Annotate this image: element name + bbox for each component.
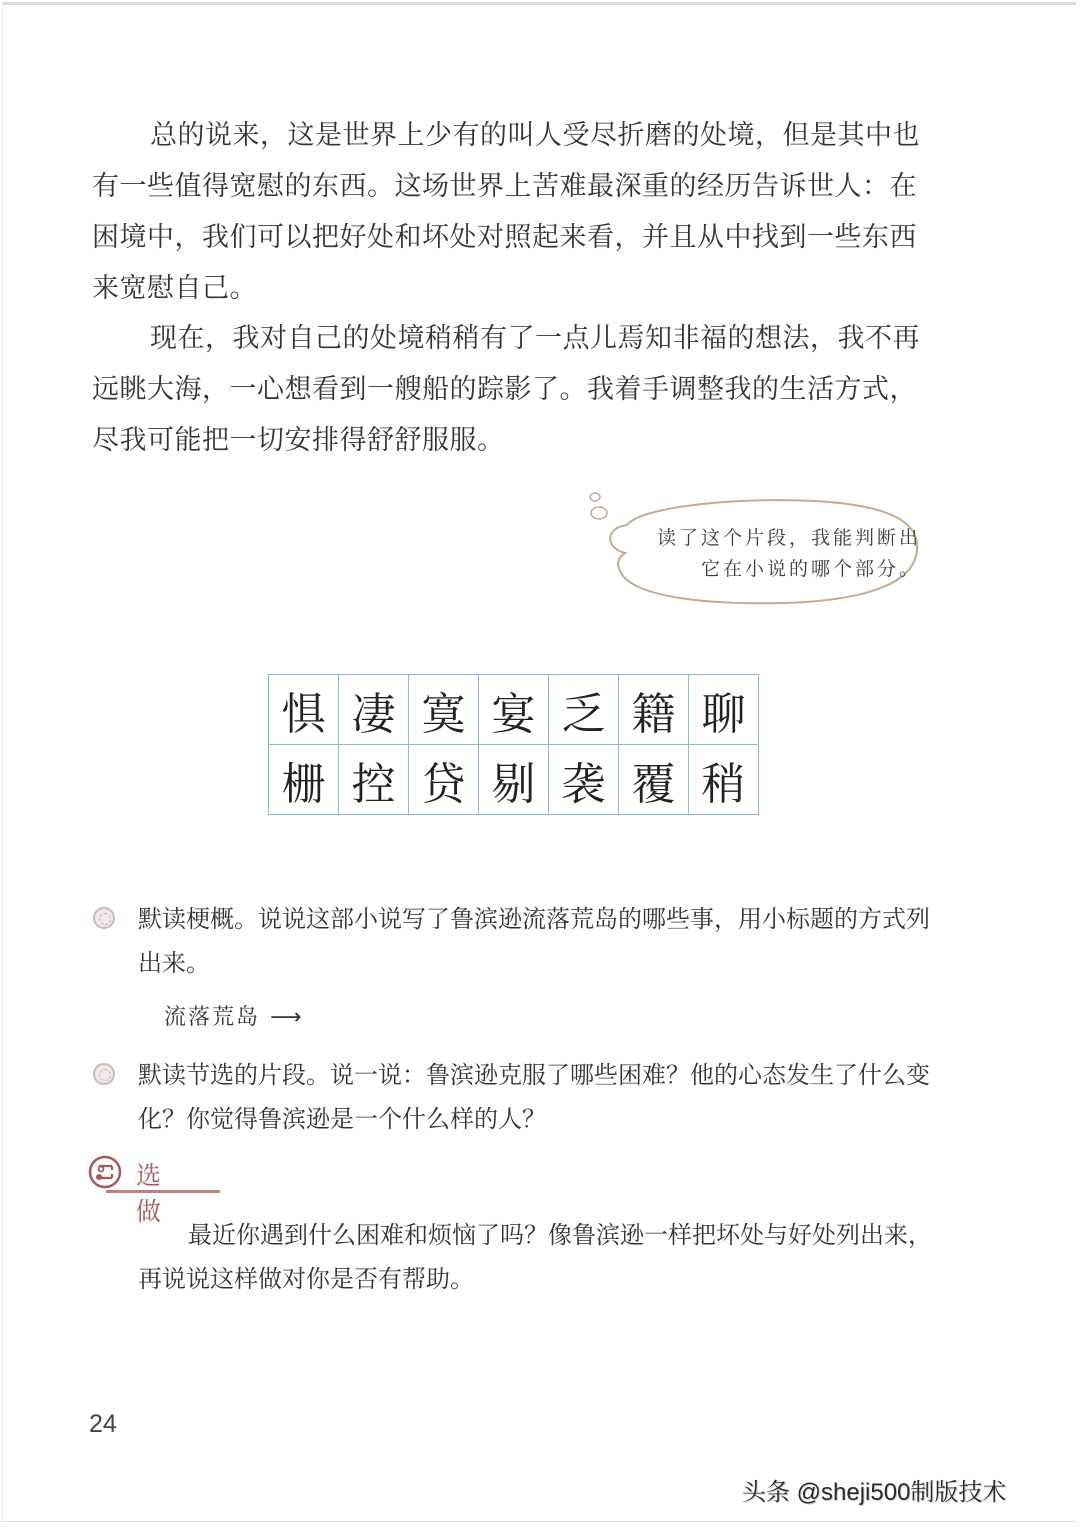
- character-cell: 贷: [409, 745, 479, 815]
- character-cell: 乏: [549, 675, 619, 745]
- optional-section-header: [88, 1155, 220, 1226]
- optional-section-text: [138, 1213, 943, 1301]
- section-underline: [106, 1190, 220, 1193]
- character-cell: 栅: [269, 745, 339, 815]
- character-cell: 惧: [269, 675, 339, 745]
- paragraph-2-text: 现在，我对自己的处境稍稍有了一点儿焉知非福的想法，我不再远眺大海，一心想看到一艘船的踪影了。我着手调整我的生活方式，尽我可能把一切安排得舒舒服服。: [92, 323, 920, 456]
- thought-bubble-text: 读了这个片段，我能判断出它在小说的哪个部分。: [656, 527, 921, 580]
- watermark: 头条 @sheji500制版技术: [742, 1479, 1007, 1506]
- body-paragraph-1: [92, 110, 942, 314]
- optional-activity-icon: [88, 1155, 122, 1189]
- character-cell: 剔: [479, 745, 549, 815]
- body-paragraph-2: [92, 313, 942, 466]
- character-cell: 聊: [689, 675, 759, 745]
- character-cell: 覆: [619, 745, 689, 815]
- question-badge-icon: [93, 1063, 115, 1085]
- question-1: 默读梗概。说说这部小说写了鲁滨逊流落荒岛的哪些事，用小标题的方式列出来。: [138, 905, 930, 977]
- hint-line: [164, 1000, 304, 1031]
- character-cell: 稍: [689, 745, 759, 815]
- optional-text-body: 最近你遇到什么困难和烦恼了吗？像鲁滨逊一样把坏处与好处列出来，再说说这样做对你是否有帮助。: [138, 1221, 932, 1293]
- question-badge-icon: [93, 907, 115, 929]
- character-cell: 凄: [339, 675, 409, 745]
- character-cell: 寞: [409, 675, 479, 745]
- paragraph-1-text: 总的说来，这是世界上少有的叫人受尽折磨的处境，但是其中也有一些值得宽慰的东西。这场世界上苦难最深重的经历告诉世人：在困境中，我们可以把好处和坏处对照起来看，并且从中找到一些东西来宽慰自己。: [92, 120, 920, 304]
- character-cell: 控: [339, 745, 409, 815]
- character-grid: [268, 674, 759, 815]
- character-grid-row-1: [269, 675, 759, 745]
- page-number: 24: [89, 1410, 117, 1438]
- character-grid-row-2: [269, 745, 759, 815]
- question-2: 默读节选的片段。说一说：鲁滨逊克服了哪些困难？他的心态发生了什么变化？你觉得鲁滨逊是一个什么样的人？: [138, 1061, 930, 1133]
- character-cell: 宴: [479, 675, 549, 745]
- hint-label: 流落荒岛: [164, 1005, 261, 1030]
- thought-bubble: [585, 485, 935, 610]
- character-cell: 袭: [549, 745, 619, 815]
- arrow-right-icon: ⟶: [270, 1005, 304, 1030]
- character-cell: 籍: [619, 675, 689, 745]
- optional-section-title: 选做: [136, 1161, 180, 1226]
